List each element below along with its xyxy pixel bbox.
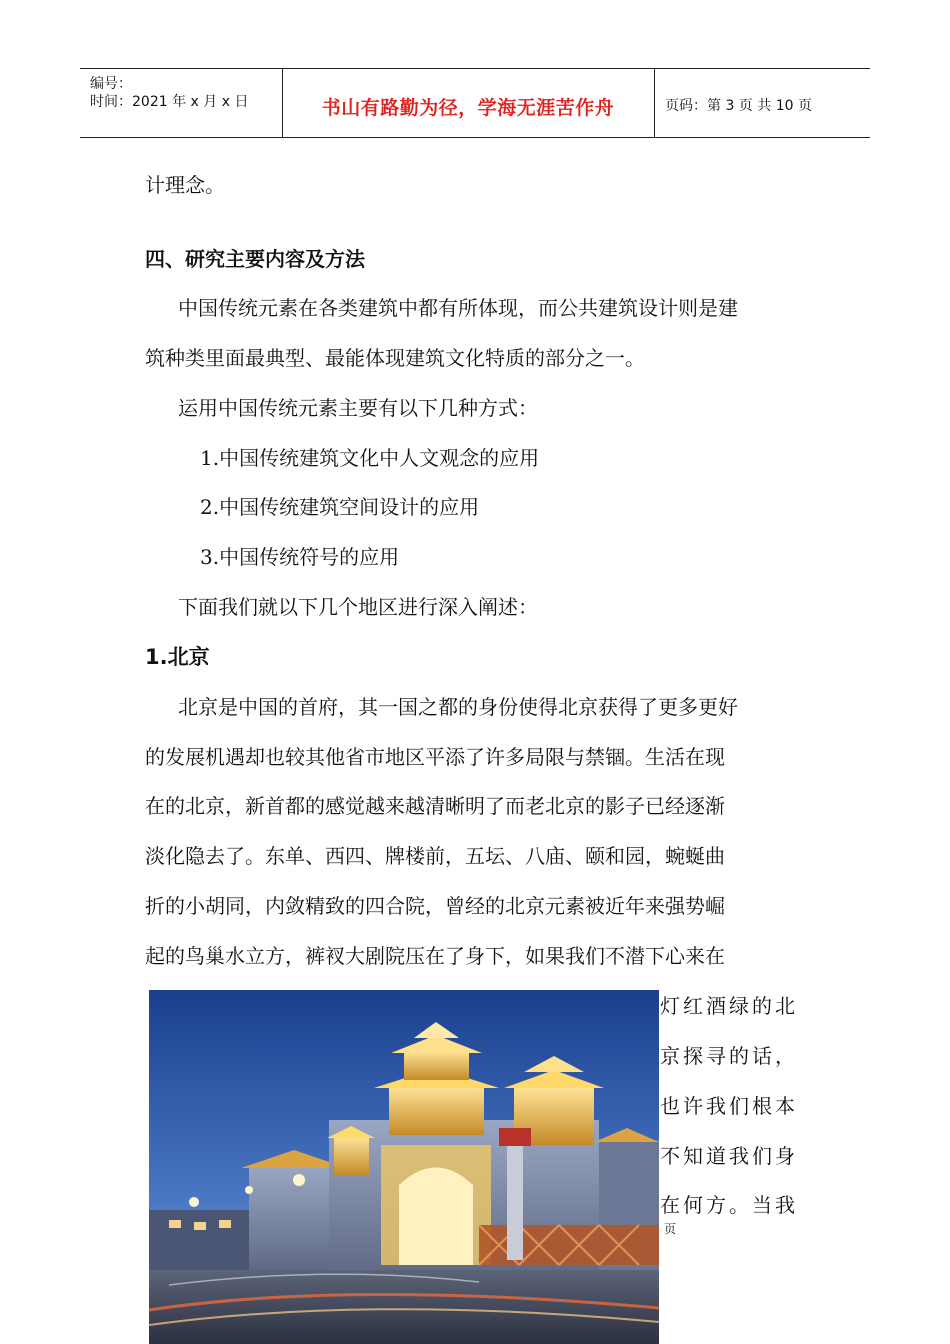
header-meta-cell: [80, 69, 283, 137]
beijing-west-station-photo: [149, 990, 659, 1344]
number-label: 编号：: [90, 76, 132, 92]
wrap-line: 也许我们根本: [660, 1094, 798, 1118]
text-line: 计理念。: [145, 173, 225, 197]
paragraph-line: 中国传统元素在各类建筑中都有所体现，而公共建筑设计则是建: [178, 296, 738, 320]
motto: 书山有路勤为径，学海无涯苦作舟: [321, 97, 615, 119]
paragraph-line: 的发展机遇却也较其他省市地区平添了许多局限与禁锢。生活在现: [145, 745, 725, 769]
paragraph-line: 淡化隐去了。东单、西四、牌楼前，五坛、八庙、颐和园，蜿蜒曲: [145, 844, 725, 868]
paragraph-line: 折的小胡同，内敛精致的四合院，曾经的北京元素被近年来强势崛: [145, 894, 725, 918]
list-item: 1.中国传统建筑文化中人文观念的应用: [200, 446, 540, 470]
list-item: 3.中国传统符号的应用: [200, 545, 400, 569]
document-header: [80, 68, 870, 138]
paragraph-line: 筑种类里面最典型、最能体现建筑文化特质的部分之一。: [145, 346, 645, 370]
wrap-line: 京探寻的话，: [660, 1044, 798, 1068]
paragraph-line: 起的鸟巢水立方，裤衩大剧院压在了身下，如果我们不潜下心来在: [145, 944, 725, 968]
wrap-line: 灯红酒绿的北: [660, 994, 798, 1018]
footer-page-mark: 页: [664, 1222, 677, 1236]
paragraph-line: 运用中国传统元素主要有以下几种方式：: [178, 396, 538, 420]
page-number: 页码：第 3 页 共 10 页: [665, 98, 812, 114]
section-title: 四、研究主要内容及方法: [145, 247, 365, 271]
wrap-line: 不知道我们身: [660, 1144, 798, 1168]
wrap-line: 在何方。当我: [660, 1193, 798, 1217]
subsection-title: 1.北京: [145, 645, 210, 669]
paragraph-line: 在的北京，新首都的感觉越来越清晰明了而老北京的影子已经逐渐: [145, 794, 725, 818]
date-label: 时间：2021 年 x 月 x 日: [90, 94, 249, 110]
list-item: 2.中国传统建筑空间设计的应用: [200, 495, 480, 519]
header-motto-cell: [282, 69, 655, 137]
header-page-cell: [655, 69, 870, 137]
paragraph-line: 下面我们就以下几个地区进行深入阐述：: [178, 595, 538, 619]
paragraph-line: 北京是中国的首府，其一国之都的身份使得北京获得了更多更好: [178, 695, 738, 719]
